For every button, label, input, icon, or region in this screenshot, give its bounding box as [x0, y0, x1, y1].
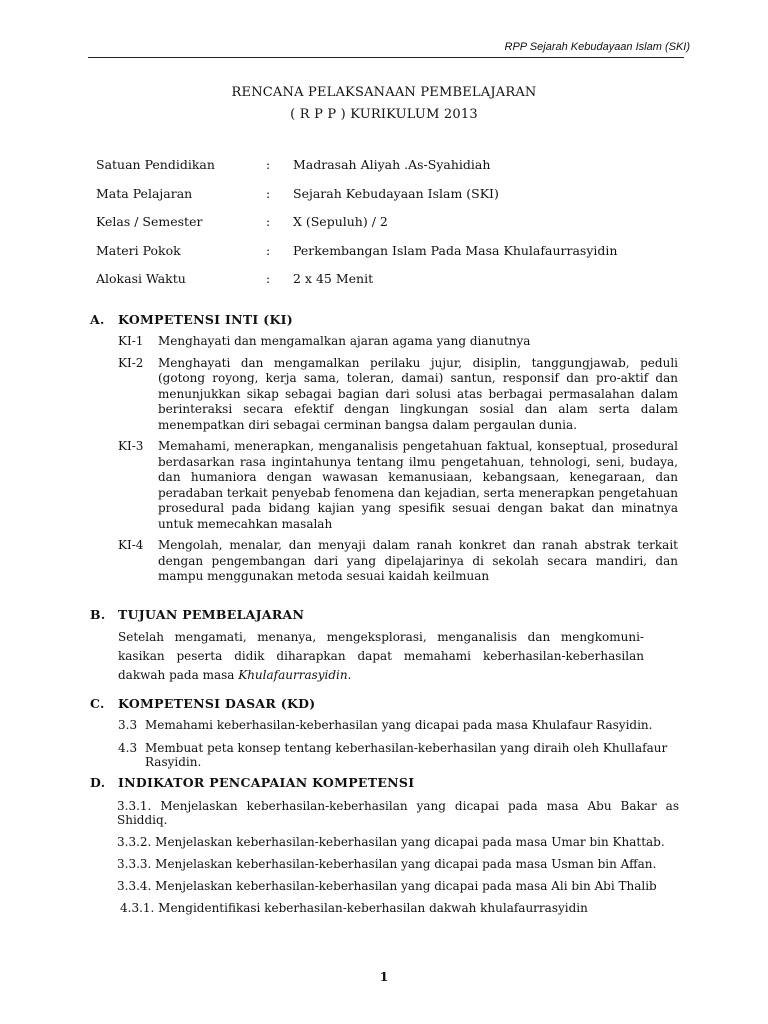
section-letter: D. — [90, 775, 106, 790]
page-number: 1 — [379, 969, 389, 984]
identity-value: Madrasah Aliyah .As-Syahidiah — [293, 157, 491, 172]
objective-paragraph — [118, 628, 644, 685]
identity-value: 2 x 45 Menit — [293, 271, 374, 286]
identity-value: Sejarah Kebudayaan Islam (SKI) — [293, 185, 499, 201]
list-item — [118, 741, 678, 769]
identity-colon: : — [266, 242, 271, 258]
identity-colon: : — [266, 271, 271, 286]
header-rule — [88, 57, 684, 58]
objective-text: Setelah mengamati, menanya, mengeksplorasi, menganalisis dan mengkomuni-kasikan peserta didik diharapkan dapat memahami keberhasilan-keberhasilan dakwah pada masa — [118, 630, 644, 682]
list-item: 4.3.1. Mengidentifikasi keberhasilan-keberhasilan dakwah khulafaurrasyidin — [120, 901, 588, 915]
identity-row — [96, 186, 676, 215]
section-b-heading — [90, 607, 304, 622]
list-item — [118, 439, 678, 532]
section-title: KOMPETENSI DASAR (KD) — [118, 696, 316, 711]
list-item — [118, 538, 678, 585]
list-item: 3.3.3. Menjelaskan keberhasilan-keberhasilan yang dicapai pada masa Usman bin Affan. — [117, 857, 657, 871]
objective-italic-term: Khulafaurrasyidin — [238, 668, 348, 682]
indicator-list — [117, 799, 679, 923]
identity-value: X (Sepuluh) / 2 — [293, 214, 388, 229]
kd-list — [118, 718, 678, 778]
identity-colon: : — [266, 185, 271, 201]
kd-code: 4.3 — [118, 741, 138, 755]
list-item: 3.3.2. Menjelaskan keberhasilan-keberhasilan yang dicapai pada masa Umar bin Khattab. — [117, 835, 665, 849]
list-item: 3.3.4. Menjelaskan keberhasilan-keberhasilan yang dicapai pada masa Ali bin Abi Thalib — [117, 879, 657, 893]
ki-code: KI-3 — [118, 439, 144, 453]
running-header: RPP Sejarah Kebudayaan Islam (SKI) — [504, 41, 690, 53]
identity-label: Kelas / Semester — [96, 214, 203, 229]
ki-text: Menghayati dan mengamalkan ajaran agama yang dianutnya — [158, 334, 531, 348]
identity-label: Satuan Pendidikan — [96, 157, 215, 172]
section-letter: C. — [90, 696, 105, 711]
identity-label: Alokasi Waktu — [96, 271, 186, 286]
identity-colon: : — [266, 157, 271, 172]
section-a-heading — [90, 312, 293, 327]
identity-colon: : — [266, 214, 271, 229]
section-title: TUJUAN PEMBELAJARAN — [118, 607, 305, 622]
identity-row — [96, 214, 676, 243]
identity-table — [96, 157, 676, 300]
identity-label: Materi Pokok — [96, 242, 181, 258]
section-letter: B. — [90, 607, 106, 622]
section-title: INDIKATOR PENCAPAIAN KOMPETENSI — [118, 775, 415, 790]
identity-row — [96, 271, 676, 300]
identity-value: Perkembangan Islam Pada Masa Khulafaurrasyidin — [293, 242, 618, 258]
section-title: KOMPETENSI INTI (KI) — [118, 312, 293, 327]
list-item — [118, 356, 678, 434]
section-c-heading — [90, 696, 316, 711]
kd-text: Membuat peta konsep tentang keberhasilan-keberhasilan yang diraih oleh Khullafaur Rasyidin. — [145, 741, 668, 769]
kd-text: Memahami keberhasilan-keberhasilan yang dicapai pada masa Khulafaur Rasyidin. — [145, 718, 653, 732]
ki-code: KI-1 — [118, 334, 144, 348]
ki-text: Menghayati dan mengamalkan perilaku jujur, disiplin, tanggungjawab, peduli (gotong royong, kerja sama, toleran, damai) santun, responsif dan pro-aktif dan menunjukkan sikap sebagai bagian dari solusi atas berbagai permasalahan dalam berinteraksi secara efektif dengan lingkungan sosial dan alam serta dalam menempatkan diri sebagai cerminan bangsa dalam pergaulan dunia. — [158, 355, 678, 432]
ki-text: Mengolah, menalar, dan menyaji dalam ranah konkret dan ranah abstrak terkait dengan pengembangan dari yang dipelajarinya di sekolah secara mandiri, dan mampu menggunakan metoda sesuai kaidah keilmuan — [158, 538, 678, 583]
objective-text-end: . — [347, 668, 352, 682]
list-item: 3.3.1. Menjelaskan keberhasilan-keberhasilan yang dicapai pada masa Abu Bakar as Shiddiq. — [117, 799, 679, 827]
identity-row — [96, 157, 676, 186]
ki-list — [118, 334, 678, 591]
document-subtitle: ( R P P ) KURIKULUM 2013 — [290, 107, 478, 122]
document-title: RENCANA PELAKSANAAN PEMBELAJARAN — [231, 85, 537, 100]
list-item — [118, 334, 678, 350]
identity-label: Mata Pelajaran — [96, 185, 193, 201]
identity-row — [96, 243, 676, 272]
ki-code: KI-2 — [118, 355, 144, 370]
ki-code: KI-4 — [118, 538, 144, 552]
section-letter: A. — [90, 312, 105, 327]
kd-code: 3.3 — [118, 718, 138, 732]
list-item — [118, 718, 678, 732]
section-d-heading — [90, 775, 414, 790]
ki-text: Memahami, menerapkan, menganalisis pengetahuan faktual, konseptual, prosedural berdasarkan rasa ingintahunya tentang ilmu pengetahuan, tehnologi, seni, budaya, dan humaniora dengan wawasan kemanusiaan, kebangsaan, kenegaraan, dan peradaban terkait penyebab fenomena dan kejadian, serta menerapkan pengetahuan prosedural pada bidang kajian yang spesifik sesuai dengan bakat dan minatnya untuk memecahkan masalah — [158, 439, 678, 531]
